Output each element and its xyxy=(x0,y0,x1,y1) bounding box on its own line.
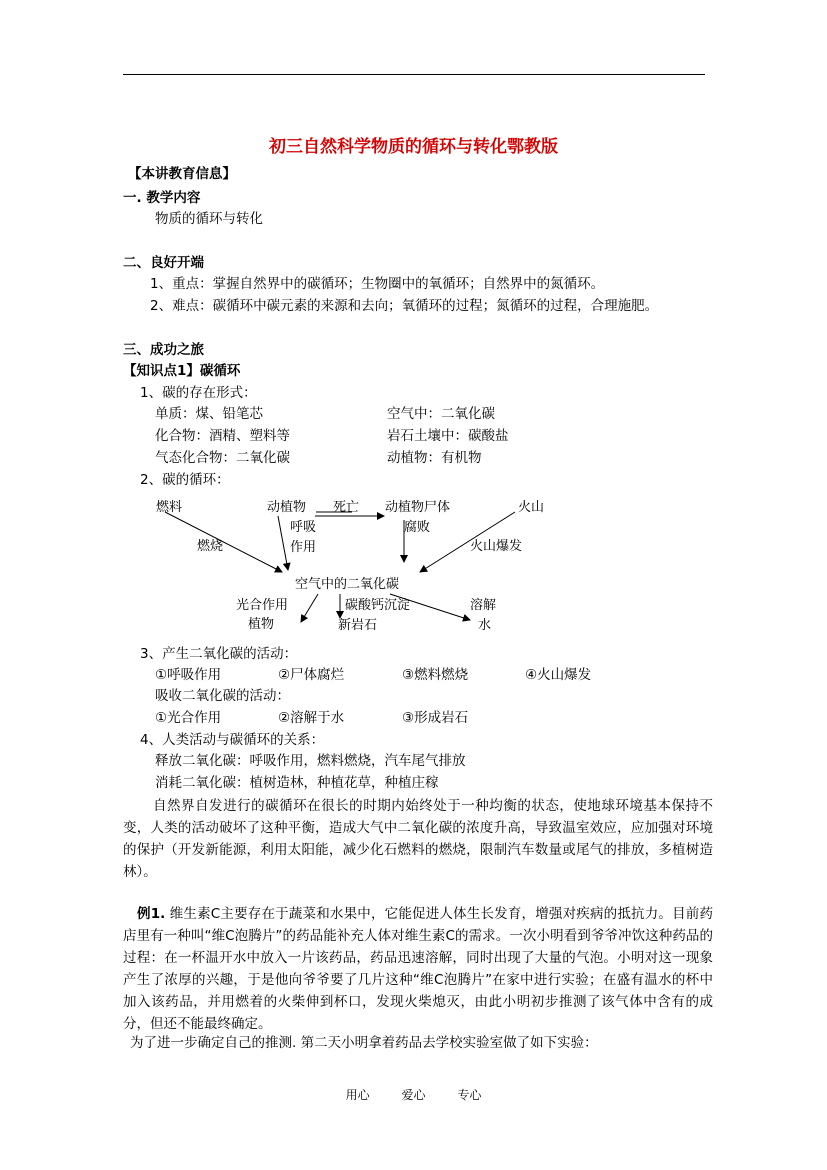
burning-label: 燃烧 xyxy=(197,539,224,554)
section-info-heading: 【本讲教育信息】 xyxy=(128,166,236,182)
footer-item: 爱心 xyxy=(401,1088,426,1102)
carbon-cycle-heading: 2、碳的循环： xyxy=(140,472,230,488)
carbon-form-left: 气态化合物：二氧化碳 xyxy=(155,450,290,466)
carbon-form-right: 岩石土壤中：碳酸盐 xyxy=(387,428,509,444)
photosynthesis-label: 光合作用 xyxy=(236,598,289,613)
release-co2-text: 释放二氧化碳：呼吸作用，燃料燃烧，汽车尾气排放 xyxy=(155,753,466,769)
carbon-form-right: 空气中：二氧化碳 xyxy=(387,406,495,422)
section-1-heading: 一. 教学内容 xyxy=(123,190,201,206)
arrow-respiration-to-co2 xyxy=(278,516,288,570)
produce-co2-heading: 3、产生二氧化碳的活动： xyxy=(140,646,298,662)
water-label: 水 xyxy=(478,618,492,633)
volcano-label: 火山 xyxy=(518,500,545,515)
header-rule xyxy=(123,74,705,75)
plants-label: 植物 xyxy=(248,617,275,632)
co2-label: 空气中的二氧化碳 xyxy=(295,577,400,592)
section-1-content: 物质的循环与转化 xyxy=(155,211,263,227)
respiration-label-1: 呼吸 xyxy=(290,520,317,535)
section-2-heading: 二、良好开端 xyxy=(123,255,204,271)
carbon-forms-heading: 1、碳的存在形式： xyxy=(140,385,257,401)
page-footer xyxy=(0,1086,827,1103)
carbon-form-right: 动植物：有机物 xyxy=(387,450,482,466)
example-text: 维生素C主要存在于蔬菜和水果中，它能促进人体生长发育，增强对疾病的抵抗力。目前药店里有一种叫“维C泡腾片”的药品能补充人体对维生素C的需求。一次小明看到爷爷冲饮这种药品的过程：在一杯温开水中放入一片该药品，药品迅速溶解，同时出现了大量的气泡。小明对这一现象产生了浓厚的兴趣，于是他向爷爷要了几片这种“维C泡腾片”在家中进行实验；在盛有温水的杯中加入该药品，并用燃着的火柴伸到杯口，发现火柴熄灭，由此小明初步推测了该气体中含有的成分，但还不能最终确定。 xyxy=(123,906,713,1032)
absorb-item: ②溶解于水 xyxy=(278,710,345,726)
caco3-label: 碳酸钙沉淀 xyxy=(345,598,411,613)
respiration-label-2: 作用 xyxy=(290,540,317,555)
death-label: 死亡 xyxy=(333,500,360,515)
difficult-point-text: 2、难点：碳循环中碳元素的来源和去向；氧循环的过程；氮循环的过程，合理施肥。 xyxy=(150,298,659,314)
page-title: 初三自然科学物质的循环与转化鄂教版 xyxy=(269,137,558,157)
key-point-text: 1、重点：掌握自然界中的碳循环；生物圈中的氧循环；自然界中的氮循环。 xyxy=(150,276,605,292)
example-label: 例1. xyxy=(137,906,166,922)
carbon-cycle-diagram xyxy=(140,490,560,640)
corpse-label: 动植物尸体 xyxy=(385,500,451,515)
footer-item: 专心 xyxy=(457,1088,482,1102)
carbon-form-left: 单质：煤、铅笔芯 xyxy=(155,406,263,422)
fuel-label: 燃料 xyxy=(156,500,183,515)
arrow-photosynthesis xyxy=(301,594,318,622)
produce-item: ③燃料燃烧 xyxy=(402,667,469,683)
produce-item: ④火山爆发 xyxy=(525,667,592,683)
decay-label: 腐败 xyxy=(404,520,431,535)
produce-item: ②尸体腐烂 xyxy=(278,667,345,683)
carbon-form-left: 化合物：酒精、塑料等 xyxy=(155,428,290,444)
human-activity-heading: 4、人类活动与碳循环的关系： xyxy=(140,732,325,748)
example-paragraph xyxy=(123,903,713,1035)
example-next-text: 为了进一步确定自己的推测. 第二天小明拿着药品去学校实验室做了如下实验： xyxy=(130,1035,598,1051)
eruption-label: 火山爆发 xyxy=(470,539,523,554)
section-3-heading: 三、成功之旅 xyxy=(123,342,204,358)
organisms-label: 动植物 xyxy=(267,500,307,515)
produce-item: ①呼吸作用 xyxy=(155,667,222,683)
knowledge-point-1-heading: 【知识点1】碳循环 xyxy=(123,363,241,379)
summary-paragraph: 自然界自发进行的碳循环在很长的时期内始终处于一种均衡的状态，使地球环境基本保持不变，人类的活动破坏了这种平衡，造成大气中二氧化碳的浓度升高，导致温室效应，应加强对环境的保护（开发新能源，利用太阳能，减少化石燃料的燃烧，限制汽车数量或尾气的排放，多植树造林）。 xyxy=(123,798,713,880)
absorb-item: ③形成岩石 xyxy=(402,710,469,726)
footer-item: 用心 xyxy=(345,1088,370,1102)
consume-co2-text: 消耗二氧化碳：植树造林，种植花草，种植庄稼 xyxy=(155,775,439,791)
dissolve-label: 溶解 xyxy=(470,598,497,613)
absorb-item: ①光合作用 xyxy=(155,710,222,726)
absorb-co2-heading: 吸收二氧化碳的活动： xyxy=(155,688,290,704)
new-rock-label: 新岩石 xyxy=(338,618,378,633)
arrow-fuel-to-co2 xyxy=(165,512,282,572)
